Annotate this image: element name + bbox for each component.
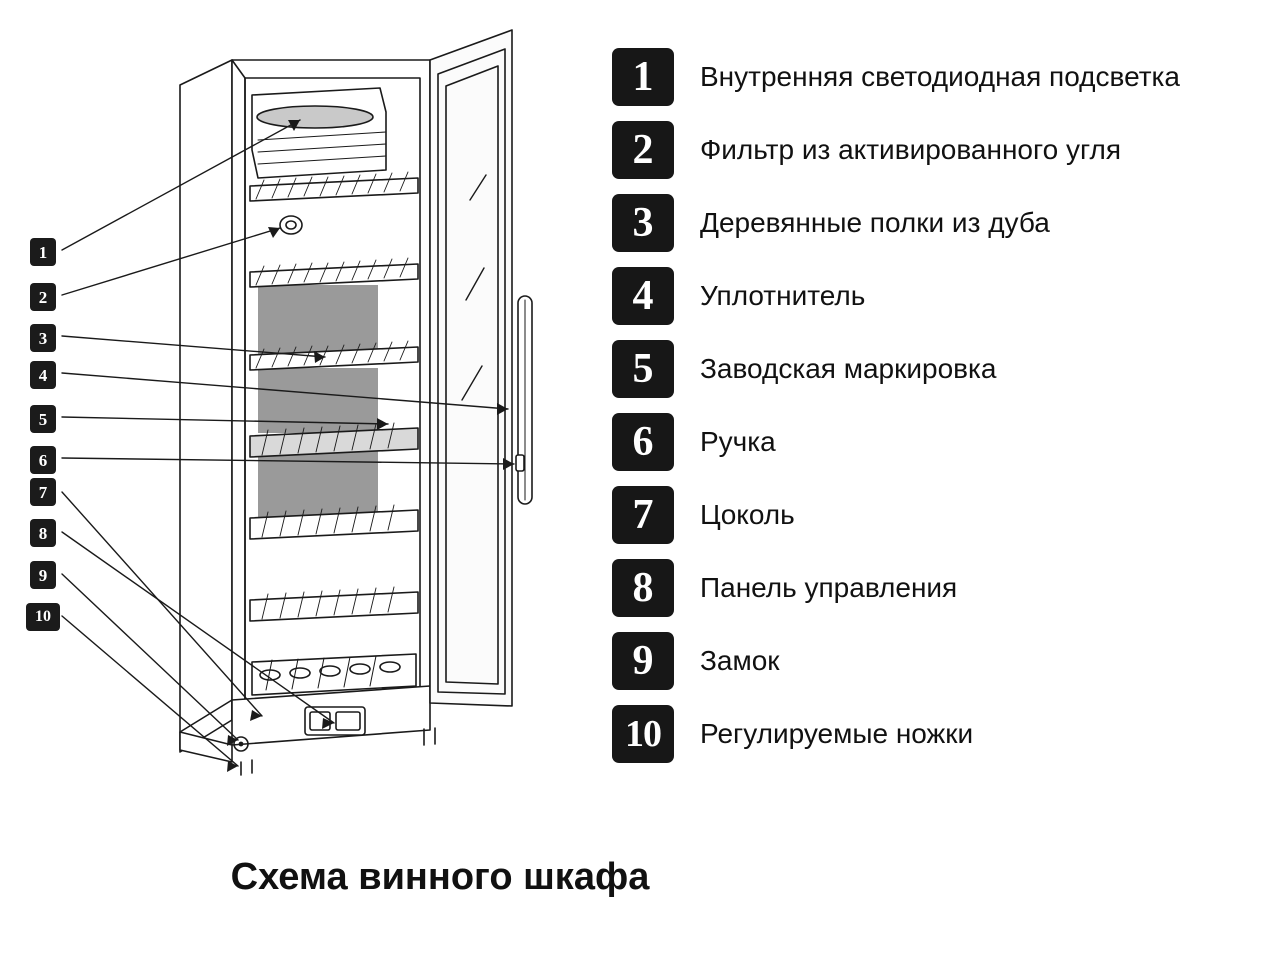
legend-item-9 xyxy=(612,624,1262,697)
legend-number-8: 8 xyxy=(612,559,674,617)
legend-list xyxy=(612,40,1262,770)
legend-label-2: Фильтр из активированного угля xyxy=(700,133,1122,165)
cabinet-svg xyxy=(0,0,600,820)
legend-item-2 xyxy=(612,113,1262,186)
legend-label-3: Деревянные полки из дуба xyxy=(700,206,1050,238)
legend-number-9: 9 xyxy=(612,632,674,690)
carbon-filter-inner xyxy=(286,221,296,229)
legend-label-1: Внутренняя светодиодная подсветка xyxy=(700,60,1180,92)
legend-label-4: Уплотнитель xyxy=(700,279,866,311)
legend-label-7: Цоколь xyxy=(700,498,795,530)
led-light-lamp xyxy=(257,106,373,128)
diagram-caption: Схема винного шкафа xyxy=(230,856,650,898)
callout-chip-6: 6 xyxy=(30,446,56,474)
adjustable-foot-left xyxy=(241,760,252,775)
callout-chip-8: 8 xyxy=(30,519,56,547)
lock-keyhole xyxy=(239,742,244,747)
legend-number-5: 5 xyxy=(612,340,674,398)
callout-chip-1: 1 xyxy=(30,238,56,266)
callout-chip-5: 5 xyxy=(30,405,56,433)
legend-number-4: 4 xyxy=(612,267,674,325)
legend-item-5 xyxy=(612,332,1262,405)
legend-label-8: Панель управления xyxy=(700,571,958,603)
cabinet-left-side xyxy=(180,60,232,752)
legend-number-6: 6 xyxy=(612,413,674,471)
callout-chip-9: 9 xyxy=(30,561,56,589)
legend-label-6: Ручка xyxy=(700,425,776,457)
legend-number-7: 7 xyxy=(612,486,674,544)
legend-number-10: 10 xyxy=(612,705,674,763)
legend-number-2: 2 xyxy=(612,121,674,179)
callout-chip-4: 4 xyxy=(30,361,56,389)
wine-cabinet-drawing xyxy=(0,0,600,820)
door-lock-plate xyxy=(516,455,524,471)
legend-label-10: Регулируемые ножки xyxy=(700,717,974,749)
legend-item-7 xyxy=(612,478,1262,551)
legend-number-1: 1 xyxy=(612,48,674,106)
legend-item-6 xyxy=(612,405,1262,478)
legend-label-9: Замок xyxy=(700,644,780,676)
callout-chip-3: 3 xyxy=(30,324,56,352)
legend-item-1 xyxy=(612,40,1262,113)
callout-chip-10: 10 xyxy=(26,603,60,631)
callout-chip-2: 2 xyxy=(30,283,56,311)
legend-label-5: Заводская маркировка xyxy=(700,352,997,384)
legend-item-4 xyxy=(612,259,1262,332)
legend-item-8 xyxy=(612,551,1262,624)
glass-door-pane xyxy=(446,66,498,684)
callout-chip-7: 7 xyxy=(30,478,56,506)
legend-number-3: 3 xyxy=(612,194,674,252)
control-panel-buttons xyxy=(336,712,360,730)
legend-item-10 xyxy=(612,697,1262,770)
legend-item-3 xyxy=(612,186,1262,259)
